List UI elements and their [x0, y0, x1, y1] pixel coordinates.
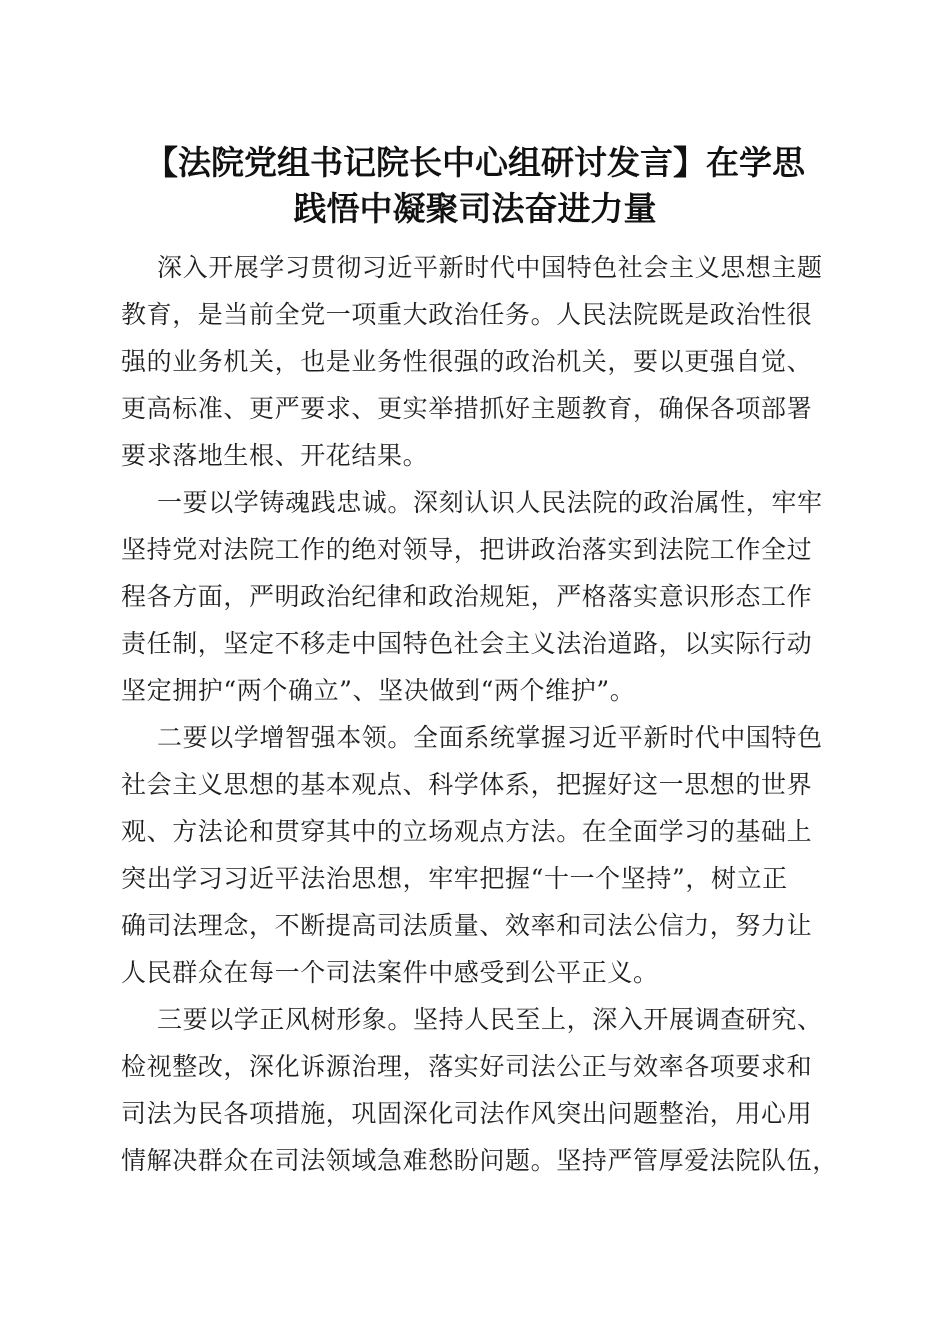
paragraph-line: 程各方面，严明政治纪律和政治规矩，严格落实意识形态工作	[121, 582, 813, 611]
title-line-1: 【法院党组书记院长中心组研讨发言】在学思	[145, 143, 805, 182]
paragraph-point-two	[121, 714, 831, 996]
paragraph-point-three	[121, 996, 838, 1184]
paragraph-line: 检视整改，深化诉源治理，落实好司法公正与效率各项要求和	[121, 1052, 813, 1081]
paragraph-line: 一要以学铸魂践忠诚。深刻认识人民法院的政治属性，牢牢	[157, 488, 823, 517]
paragraph-line: 坚持党对法院工作的绝对领导，把讲政治落实到法院工作全过	[121, 535, 813, 564]
title-line-2: 践悟中凝聚司法奋进力量	[293, 189, 657, 228]
paragraph-line: 社会主义思想的基本观点、科学体系，把握好这一思想的世界	[121, 770, 813, 799]
paragraph-line: 突出学习习近平法治思想，牢牢把握“十一个坚持”，树立正	[121, 864, 788, 893]
paragraph-line: 更高标准、更严要求、更实举措抓好主题教育，确保各项部署	[121, 394, 813, 423]
paragraph-line: 责任制，坚定不移走中国特色社会主义法治道路，以实际行动	[121, 629, 813, 658]
paragraph-line: 坚定拥护“两个确立”、坚决做到“两个维护”。	[121, 676, 636, 705]
paragraph-line: 二要以学增智强本领。全面系统掌握习近平新时代中国特色	[157, 723, 823, 752]
paragraph-line: 确司法理念，不断提高司法质量、效率和司法公信力，努力让	[121, 911, 813, 940]
paragraph-point-one	[121, 479, 831, 714]
paragraph-line: 观、方法论和贯穿其中的立场观点方法。在全面学习的基础上	[121, 817, 813, 846]
document-body	[121, 244, 838, 1184]
paragraph-line: 教育，是当前全党一项重大政治任务。人民法院既是政治性很	[121, 300, 813, 329]
paragraph-line: 三要以学正风树形象。坚持人民至上，深入开展调查研究、	[157, 1005, 823, 1034]
paragraph-line: 要求落地生根、开花结果。	[121, 441, 429, 470]
paragraph-intro	[121, 244, 831, 479]
paragraph-line: 强的业务机关，也是业务性很强的政治机关，要以更强自觉、	[121, 347, 813, 376]
paragraph-line: 人民群众在每一个司法案件中感受到公平正义。	[121, 958, 659, 987]
paragraph-line: 深入开展学习贯彻习近平新时代中国特色社会主义思想主题	[157, 253, 823, 282]
paragraph-line: 情解决群众在司法领域急难愁盼问题。坚持严管厚爱法院队伍，	[121, 1146, 838, 1175]
document-title	[110, 140, 840, 232]
paragraph-line: 司法为民各项措施，巩固深化司法作风突出问题整治，用心用	[121, 1099, 813, 1128]
